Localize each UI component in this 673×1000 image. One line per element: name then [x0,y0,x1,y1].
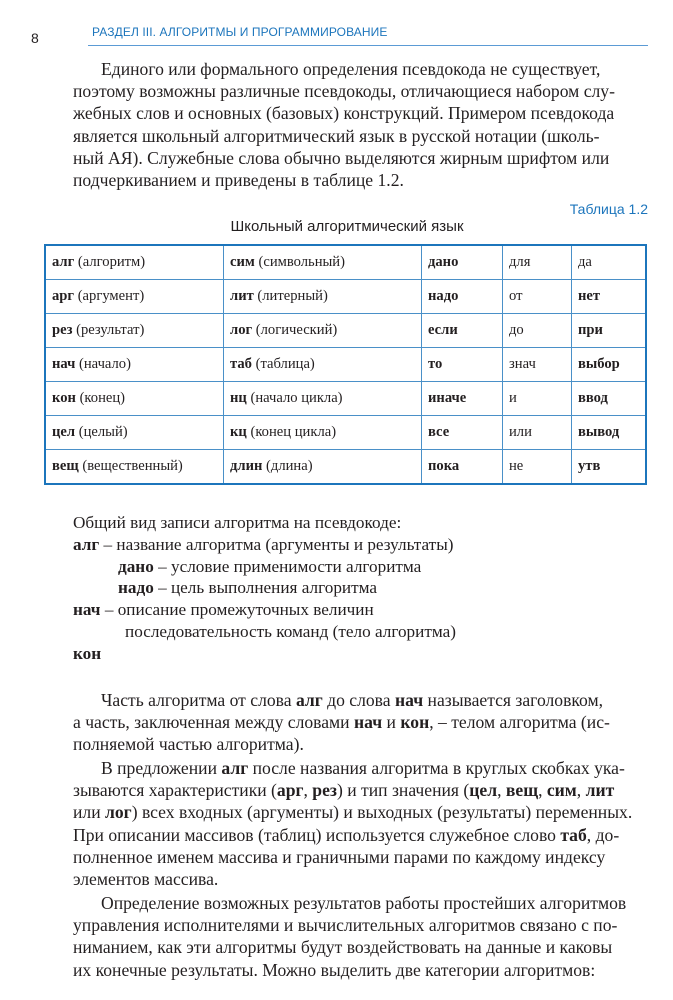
table-cell [422,450,503,485]
keyword-description: (таблица) [251,356,315,372]
keyword: то [428,356,443,372]
keyword: длин [230,458,263,474]
keyword-plain: и [509,390,517,406]
keyword: вещ [52,458,79,474]
keyword: кц [230,424,247,440]
keyword: алг [52,254,75,270]
text-line: поэтому возможны различные псевдокоды, отличающиеся набором слу- [73,81,615,102]
table-row [45,348,646,382]
keyword-description: (конец) [75,390,126,406]
general-form-line: алг – название алгоритма (аргументы и результаты) [73,534,454,554]
table-cell [503,450,572,485]
text-line: ный АЯ). Служебные слова обычно выделяются жирным шрифтом или [73,147,610,168]
table-cell [503,245,572,280]
keyword-description: (литерный) [253,288,328,304]
text-line: зываются характеристики (арг, рез) и тип значения (цел, вещ, сим, лит [73,780,615,801]
table-cell [572,314,647,348]
table-row [45,314,646,348]
table-cell [422,314,503,348]
text-line: управления исполнителями и вычислительных алгоритмов связано с по- [73,915,618,936]
text-line: ниманием, как эти алгоритмы будут воздействовать на данные и каковы [73,937,613,958]
table-label: Таблица 1.2 [569,201,648,217]
keyword-plain: для [509,254,531,270]
keywords-table [44,244,647,485]
keyword-description: (алгоритм) [74,254,146,270]
table-cell [45,280,224,314]
table-cell [224,280,422,314]
text-line: В предложении алг после названия алгоритма в круглых скобках ука- [101,758,625,778]
table-cell [45,314,224,348]
general-form-line: кон [73,643,102,663]
table-cell [572,416,647,450]
paragraph-header-body [73,689,648,756]
text-line: а часть, заключенная между словами нач и кон, – телом алгоритма (ис- [73,712,610,733]
keyword-plain: до [509,322,524,338]
keyword-description: (результат) [72,322,145,338]
text-line: или лог) всех входных (аргументы) и выходных (результаты) переменных. [73,802,633,823]
keyword: вывод [578,424,620,440]
section-header-title: РАЗДЕЛ III. АЛГОРИТМЫ И ПРОГРАММИРОВАНИЕ [92,25,388,39]
keyword: все [428,424,450,440]
keyword: кон [52,390,76,406]
table-cell [45,416,224,450]
keyword: нц [230,390,247,406]
table-cell [572,382,647,416]
table-cell [422,416,503,450]
text-line: элементов массива. [73,869,219,890]
keyword-description: (символьный) [254,254,345,270]
keyword: при [578,322,603,338]
page-number: 8 [31,30,39,46]
table-cell [503,314,572,348]
table-row [45,382,646,416]
table-cell [572,245,647,280]
table-cell [422,382,503,416]
text-line: Часть алгоритма от слова алг до слова нач называется заголовком, [101,690,604,710]
keyword-description: (начало) [75,356,131,372]
text-line: полненное именем массива и граничными парами по каждому индексу [73,846,606,867]
header-rule [88,45,648,46]
keyword-plain: от [509,288,523,304]
table-cell [503,280,572,314]
keyword-description: (аргумент) [74,288,145,304]
table-cell [572,280,647,314]
table-cell [503,348,572,382]
table-cell [45,382,224,416]
keyword-description: (конец цикла) [246,424,337,440]
keyword-description: (логический) [252,322,338,338]
table-cell [503,382,572,416]
keyword-plain: знач [509,356,536,372]
table-cell [572,450,647,485]
general-form-line: нач – описание промежуточных величин [73,600,374,620]
keyword-description: (длина) [262,458,313,474]
text-line: полняемой частью алгоритма). [73,734,304,755]
table-row [45,245,646,280]
table-cell [45,348,224,382]
keyword: надо [428,288,459,304]
keyword: рез [52,322,73,338]
keyword-plain: не [509,458,524,474]
text-line: жебных слов и основных (базовых) конструкций. Примером псевдокода [73,103,615,124]
paragraph-results [73,892,648,981]
table-cell [224,450,422,485]
intro-paragraph [73,58,648,191]
keyword-description: (целый) [75,424,128,440]
text-line: их конечные результаты. Можно выделить две категории алгоритмов: [73,959,596,980]
table-cell [503,416,572,450]
table-row [45,450,646,485]
keyword: сим [230,254,255,270]
keyword: нач [52,356,76,372]
general-form-line: последовательность команд (тело алгоритма) [125,621,456,641]
general-form-line: надо – цель выполнения алгоритма [118,578,378,598]
keyword-plain: или [509,424,532,440]
table-cell [224,416,422,450]
keyword: если [428,322,458,338]
keyword: нет [578,288,601,304]
keyword: таб [230,356,252,372]
text-line: подчеркиванием и приведены в таблице 1.2. [73,170,404,191]
table-row [45,416,646,450]
keyword: арг [52,288,75,304]
table-cell [45,450,224,485]
table-cell [45,245,224,280]
general-form-line: дано – условие применимости алгоритма [118,556,422,576]
keyword-plain: да [578,254,592,270]
table-row [45,280,646,314]
keyword: пока [428,458,460,474]
table-cell [224,245,422,280]
keyword-description: (вещественный) [78,458,183,474]
keyword-description: (начало цикла) [246,390,343,406]
keyword: иначе [428,390,467,406]
table-cell [224,314,422,348]
general-form-heading: Общий вид записи алгоритма на псевдокоде: [73,513,402,532]
keyword: утв [578,458,601,474]
general-form [73,512,456,665]
keyword: выбор [578,356,620,372]
keyword: ввод [578,390,608,406]
keyword: дано [428,254,459,270]
keyword: цел [52,424,76,440]
text-line: При описании массивов (таблиц) используется служебное слово таб, до- [73,824,620,845]
text-line: является школьный алгоритмический язык в русской нотации (школь- [73,125,600,146]
keyword: лит [230,288,254,304]
text-line: Единого или формального определения псевдокода не существует, [101,59,601,79]
keyword: лог [230,322,253,338]
table-title: Школьный алгоритмический язык [230,218,464,235]
paragraph-alg-characteristics [73,757,648,890]
table-cell [422,280,503,314]
text-line: Определение возможных результатов работы простейших алгоритмов [101,893,627,913]
table-cell [572,348,647,382]
table-cell [224,348,422,382]
table-cell [422,245,503,280]
table-cell [422,348,503,382]
table-cell [224,382,422,416]
